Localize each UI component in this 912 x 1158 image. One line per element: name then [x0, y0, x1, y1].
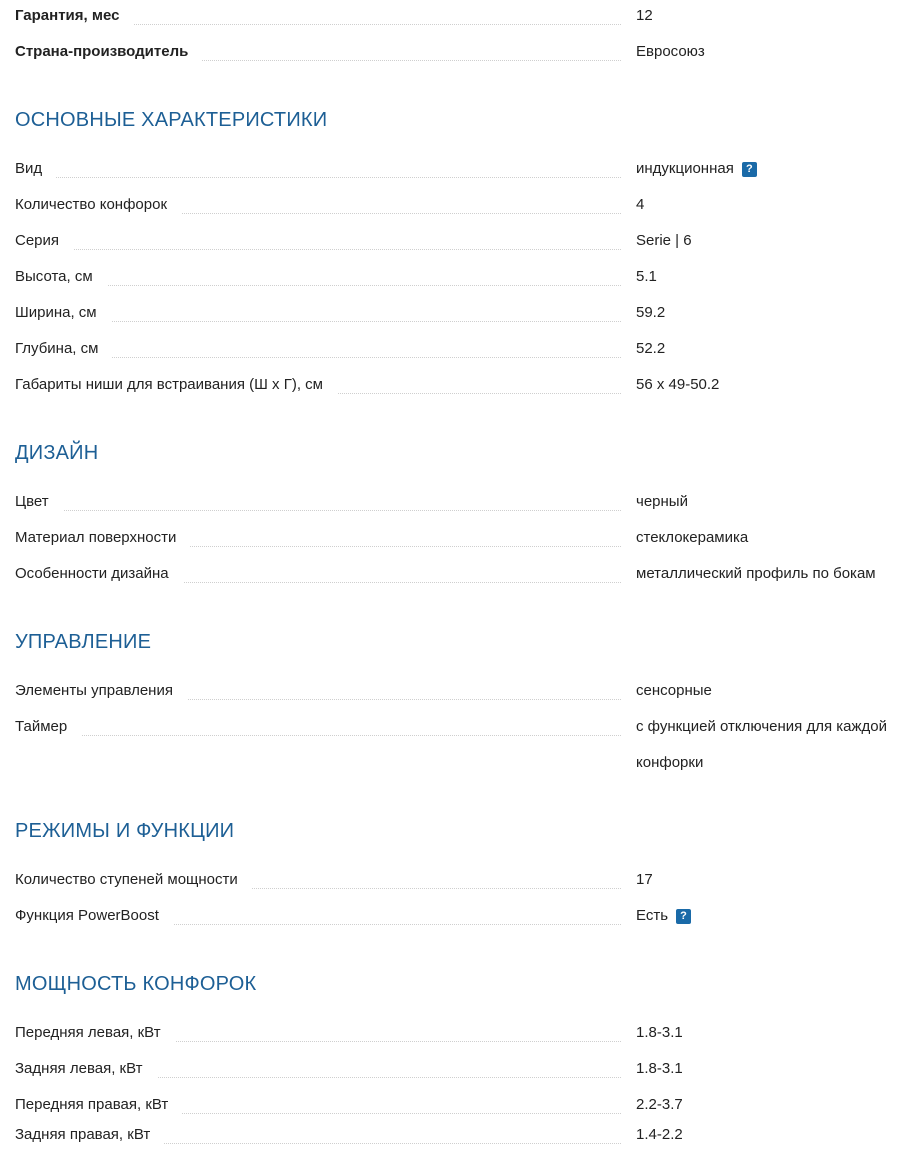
spec-label: Высота, см [15, 268, 107, 286]
spec-value: 56 x 49-50.2 [636, 376, 720, 393]
spec-label: Количество ступеней мощности [15, 871, 252, 889]
spec-row [15, 1118, 912, 1154]
spec-label: Задняя правая, кВт [15, 1126, 164, 1144]
spec-value: сенсорные [636, 682, 712, 699]
spec-label: Передняя правая, кВт [15, 1096, 182, 1114]
spec-label: Элементы управления [15, 682, 187, 700]
spec-label: Гарантия, мес [15, 7, 133, 25]
spec-value: 5.1 [636, 268, 657, 285]
spec-value: индукционная ? [636, 160, 757, 178]
spec-value: Евросоюз [636, 43, 705, 60]
spec-value: 4 [636, 196, 645, 213]
spec-value: 12 [636, 7, 653, 24]
spec-value: 52.2 [636, 340, 666, 357]
section-title-modes: РЕЖИМЫ И ФУНКЦИИ [15, 820, 235, 842]
spec-row [15, 368, 912, 404]
spec-value: с функцией отключения для каждой конфорки [636, 718, 887, 771]
spec-label: Серия [15, 232, 73, 250]
dotted-leader [15, 249, 621, 250]
spec-row [15, 485, 912, 521]
spec-label: Передняя левая, кВт [15, 1024, 175, 1042]
spec-row [15, 1016, 912, 1052]
section-title-main: ОСНОВНЫЕ ХАРАКТЕРИСТИКИ [15, 109, 328, 131]
spec-value: Serie | 6 [636, 232, 692, 249]
spec-value: 1.4-2.2 [636, 1126, 683, 1143]
spec-label: Цвет [15, 493, 63, 511]
spec-row [15, 710, 912, 782]
spec-label: Страна-производитель [15, 43, 202, 61]
dotted-leader [15, 177, 621, 178]
spec-value: черный [636, 493, 688, 510]
spec-label: Задняя левая, кВт [15, 1060, 157, 1078]
spec-value: 17 [636, 871, 653, 888]
spec-row [15, 1052, 912, 1088]
spec-label: Особенности дизайна [15, 565, 183, 583]
spec-row [15, 224, 912, 260]
dotted-leader [15, 735, 621, 736]
section-title-power: МОЩНОСТЬ КОНФОРОК [15, 973, 257, 995]
spec-value: 59.2 [636, 304, 666, 321]
spec-value: металлический профиль по бокам [636, 565, 876, 582]
section-title-control: УПРАВЛЕНИЕ [15, 631, 152, 653]
spec-row [15, 521, 912, 557]
spec-row [15, 188, 912, 224]
spec-label: Материал поверхности [15, 529, 190, 547]
help-icon[interactable]: ? [742, 162, 757, 177]
spec-value: 1.8-3.1 [636, 1060, 683, 1077]
dotted-leader [15, 510, 621, 511]
spec-row [15, 152, 912, 188]
spec-row [15, 260, 912, 296]
spec-label: Функция PowerBoost [15, 907, 173, 925]
spec-label: Таймер [15, 718, 81, 736]
spec-row [15, 674, 912, 710]
spec-label: Вид [15, 160, 56, 178]
section-title-design: ДИЗАЙН [15, 442, 99, 464]
spec-row [15, 899, 912, 935]
spec-row-country [15, 35, 912, 71]
spec-value: Есть ? [636, 907, 691, 925]
spec-label: Ширина, см [15, 304, 111, 322]
spec-label: Габариты ниши для встраивания (Ш x Г), см [15, 376, 337, 394]
help-icon[interactable]: ? [676, 909, 691, 924]
spec-row-warranty [15, 0, 912, 35]
spec-row [15, 557, 912, 593]
spec-value: 1.8-3.1 [636, 1024, 683, 1041]
spec-label: Количество конфорок [15, 196, 181, 214]
spec-row [15, 863, 912, 899]
spec-label: Глубина, см [15, 340, 112, 358]
spec-value: стеклокерамика [636, 529, 749, 546]
spec-row [15, 332, 912, 368]
spec-row [15, 296, 912, 332]
spec-value: 2.2-3.7 [636, 1096, 683, 1113]
